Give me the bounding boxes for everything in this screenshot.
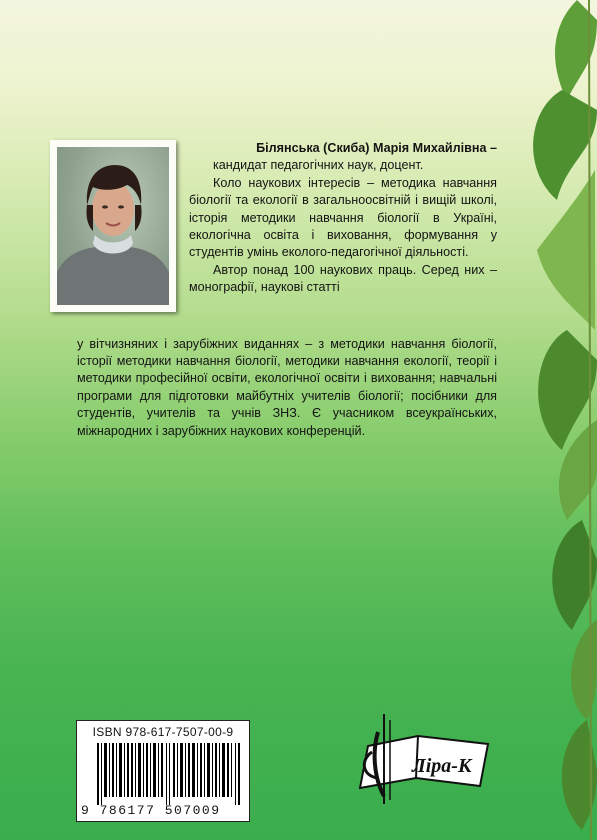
publications-intro: Автор понад 100 наукових праць. Серед них – монографії, наукові статті [189, 262, 497, 295]
research-interests: Коло наукових інтересів – методика навчання біології та екології в загальноосвітній і вищій школі, історія методики навчання біології в Україні, екологічна освіта і виховання, формування у студентів умінь еколого-педагогічної діяльності. [189, 175, 497, 260]
isbn-label: ISBN 978-617-7507-00-9 [92, 725, 234, 739]
author-photo [57, 147, 169, 305]
author-degree: кандидат педагогічних наук, доцент. [213, 158, 424, 173]
publisher-logo [338, 708, 498, 808]
isbn-barcode-block [76, 720, 250, 822]
ivy-leaves-decoration [507, 0, 597, 840]
author-photo-frame [50, 140, 176, 312]
publications-details [77, 323, 497, 453]
publisher-name: Ліра-К [412, 755, 472, 777]
publications-text: у вітчизняних і зарубіжних виданнях – з методики навчання біології, історії методики навчання біології, методики навчання екології, теорії і методики професійної освіти, екологічної освіти і виховання; навчальні програми для підготовки майбутніх учителів біології; посібники для студентів, учителів та учнів ЗНЗ. Є учасником всеукраїнських, міжнародних і зарубіжних наукових конференцій. [77, 336, 497, 438]
portrait-illustration [57, 147, 169, 305]
author-bio [189, 140, 497, 297]
author-name-dash: – [486, 141, 497, 155]
barcode-digits: 9 786177 507009 [81, 803, 221, 818]
barcode-image [95, 743, 243, 805]
author-name: Білянська (Скиба) Марія Михайлівна [256, 141, 487, 155]
